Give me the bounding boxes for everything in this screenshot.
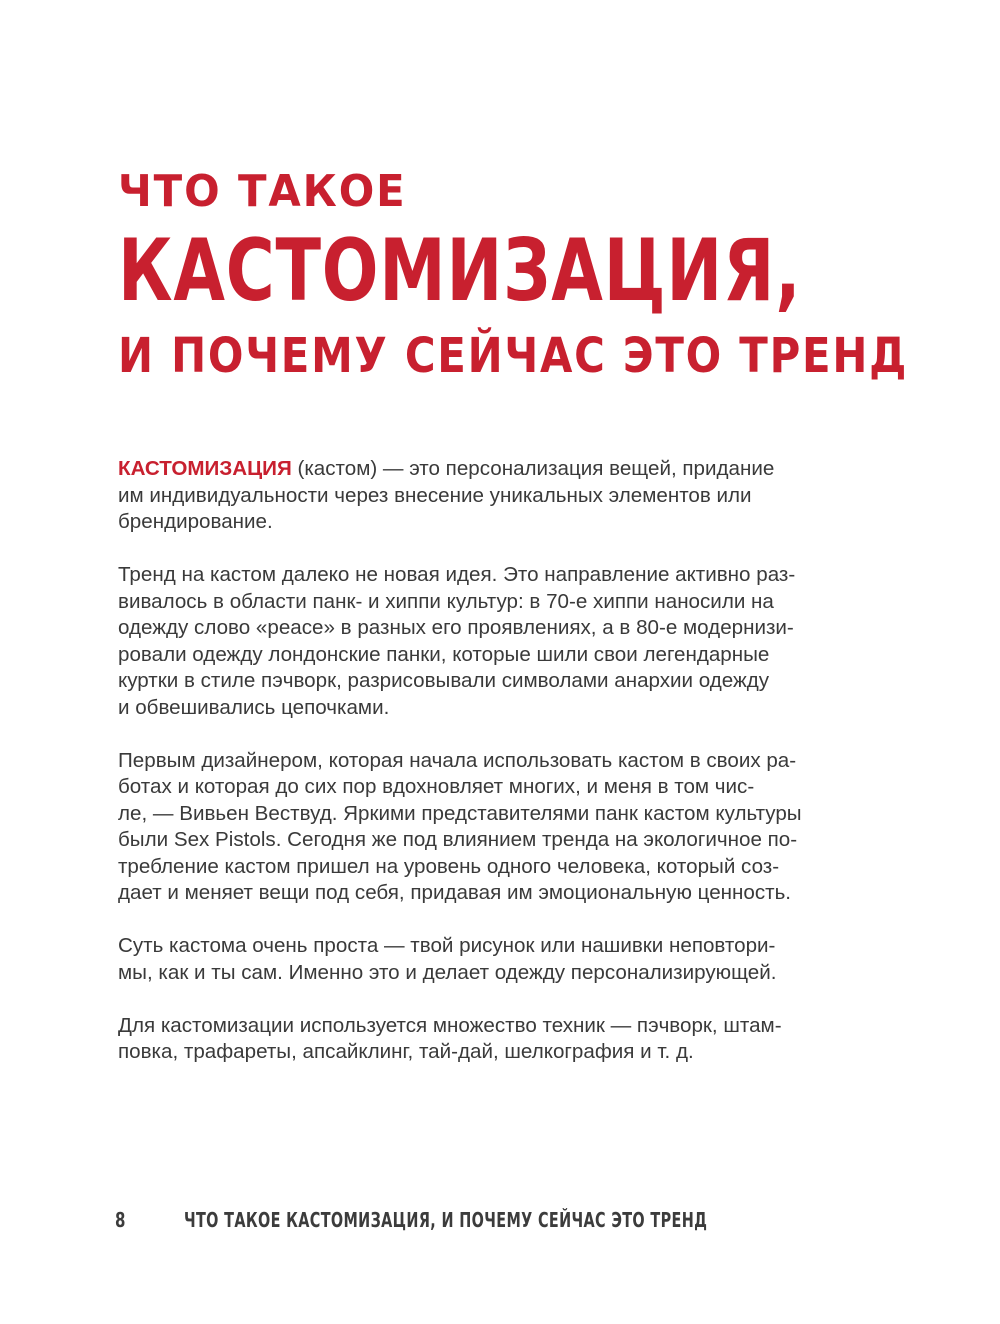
paragraph-essence: Суть кастома очень проста — твой рисунок или нашивки неповтори- мы, как и ты сам. Именно это и делает одежду персонализирующей. [118, 934, 777, 984]
paragraph-definition [118, 456, 808, 536]
paragraph-designer: Первым дизайнером, которая начала использовать кастом в своих ра- ботах и которая до сих пор вдохновляет многих, и меня в том чис- ле, — Вивьен Вествуд. Яркими представителями панк кастом культуры были Sex Pistols. Сегодня же под влиянием тренда на экологичное по- требление кастом пришел на уровень одного человека, который соз- дает и меняет вещи под себя, придавая им эмоциональную ценность. [118, 748, 802, 904]
title-line-3: И ПОЧЕМУ СЕЙЧАС ЭТО ТРЕНД [118, 328, 909, 384]
running-title: ЧТО ТАКОЕ КАСТОМИЗАЦИЯ, И ПОЧЕМУ СЕЙЧАС ЭТО ТРЕНД [184, 1208, 708, 1232]
body-text [118, 456, 808, 1092]
title-line-2: КАСТОМИЗАЦИЯ, [118, 221, 802, 321]
paragraph-techniques: Для кастомизации используется множество техник — пэчворк, штам- повка, трафареты, апсайклинг, тай-дай, шелкография и т. д. [118, 1013, 782, 1063]
title-line-1: ЧТО ТАКОЕ [118, 166, 407, 217]
definition-text: (кастом) — это персонализация вещей, придание им индивидуальности через внесение уникальных элементов или брендирование. [118, 457, 775, 533]
page-number: 8 [115, 1208, 126, 1232]
term-highlight: КАСТОМИЗАЦИЯ [118, 457, 292, 480]
paragraph-history: Тренд на кастом далеко не новая идея. Это направление активно раз- вивалось в области панк- и хиппи культур: в 70-е хиппи наносили на одежду слово «peace» в разных его проявлениях, а в 80-е модернизи- ровали одежду лондонские панки, которые шили свои легендарные куртки в стиле пэчворк, разрисовывали символами анархии одежду и обвешивались цепочками. [118, 563, 796, 719]
page-footer [0, 1208, 1000, 1238]
